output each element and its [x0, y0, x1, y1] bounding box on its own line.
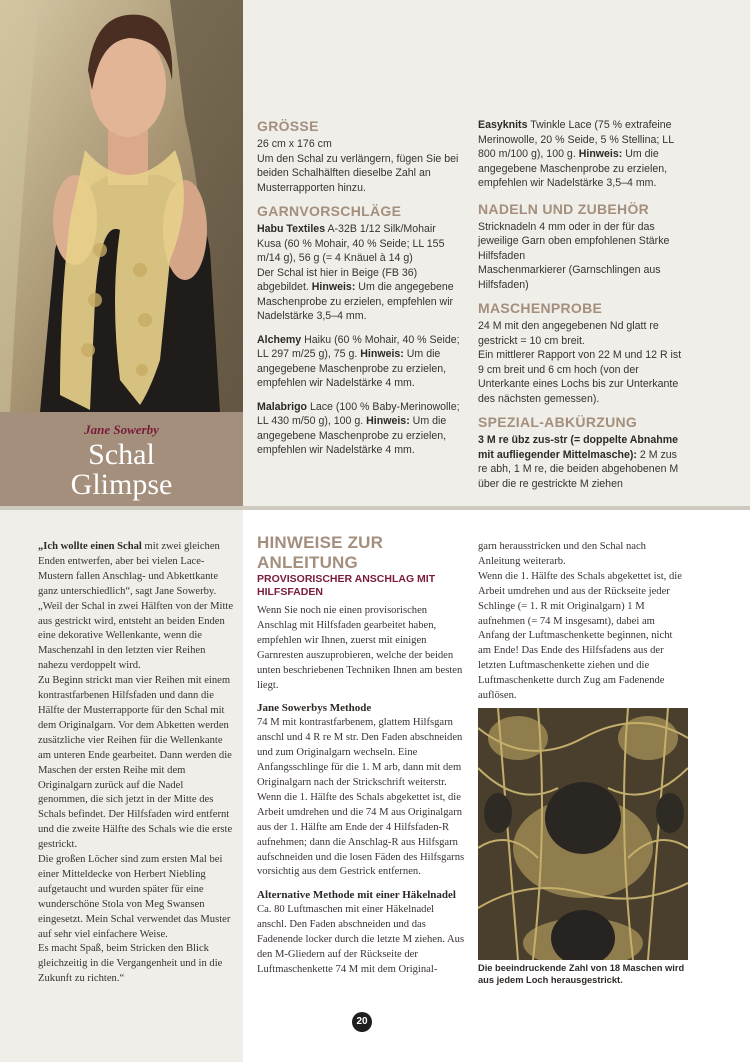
quote-p4: Die großen Löcher sind zum ersten Mal bei einer Mitteldecke von Herbert Niebling aufgetaucht und wurden später für eine wunderschöne Stola von Meg Swansen eingesetzt. Mein Schal verwendet das Muster auf sehr viel einfachere Weise.: [38, 854, 231, 940]
continued-column: [478, 540, 688, 704]
yarn-item-1: Habu Textiles A-32B 1/12 Silk/Mohair Kusa (60 % Mohair, 40 % Seide; LL 155 m/14 g), 56 g (= 4 Knäuel à 14 g): [257, 223, 445, 264]
quote-p1: „Ich wollte einen Schal mit zwei gleichen Enden entwerfen, aber bei vielen Lace-Mustern fallen Anschlag- und Abkettkante ganz unterschiedlich“, sagt Jane Sowerby.: [38, 541, 220, 597]
method-2-title: Alternative Methode mit einer Häkelnadel: [257, 889, 456, 902]
yarn-item-4: Easyknits Twinkle Lace (75 % extrafeine Merinowolle, 20 % Seide, 5 % Stellina; LL 800 m/100 g), 100 g. Hinweis: Um die angegebene Maschenprobe zu erzielen, empfehlen wir Nadelstärke 3,5–4 mm.: [478, 119, 674, 189]
spezial-heading: SPEZIAL-ABKÜRZUNG: [478, 414, 638, 430]
nadeln-section: [478, 201, 686, 293]
quote-p3: Zu Beginn strickt man vier Reihen mit einem kontrastfarbenen Hilfsfaden und dann die Hälfte der Musterrapporte für den Schal mit dem Originalgarn. Vor dem Abketten werden zusätzliche vier Reihen für die Wellenkante am unteren Ende gearbeitet. Dann werden die Maschen der ersten Reihe mit dem Originalgarn zurück auf die Nadel genommen, die sich jetzt in der Mitte des Schals befindet. Der Hilfsfaden wird entfernt und die zweite Hälfte des Schals wie die erste gestrickt.: [38, 675, 233, 851]
nadeln-line-2: Hilfsfaden: [478, 249, 526, 262]
spezial-text: 3 M re übz zus-str (= doppelte Abnahme mit aufliegender Mittelmasche): 2 M zus re abh, 1 M re, die beiden abgehobenen M über die re gestrickte M ziehen: [478, 434, 679, 490]
nadeln-line-3: Maschenmarkierer (Garnschlingen aus Hilfsfaden): [478, 264, 661, 291]
groesse-section: [257, 118, 462, 195]
model-photo: [0, 0, 243, 412]
spezial-section: [478, 414, 686, 491]
continued-p1: garn herausstricken und den Schal nach Anleitung weiterarb.: [478, 541, 646, 567]
specs-column-left: [257, 118, 462, 458]
specs-column-right: [478, 118, 686, 491]
maschenprobe-line-1: 24 M mit den angegebenen Nd glatt re gestrickt = 10 cm breit.: [478, 320, 659, 347]
yarn-item-2: Alchemy Haiku (60 % Mohair, 40 % Seide; LL 297 m/25 g), 75 g. Hinweis: Um die angegebene Maschenprobe zu erzielen, empfehlen wir Nadelstärke 4 mm.: [257, 333, 460, 389]
page-number: 20: [352, 1012, 372, 1032]
continued-p2: Wenn die 1. Hälfte des Schals abgekettet ist, die Arbeit umdrehen und aus der Rückseite jeder Schlinge (= 1. R mit Originalgarn) 1 M aufnehmen (= 74 M insgesamt), dabei am Anfang der Luftmaschenkette beginnen, nicht am Ende! Das Ende des Hilfsfadens aus der letzten Luftmaschenkette ziehen und die Luftmaschenkette durch Zug am Fadenende auflösen.: [478, 570, 682, 702]
groesse-size: 26 cm x 176 cm: [257, 138, 332, 150]
nadeln-heading: NADELN UND ZUBEHÖR: [478, 200, 650, 217]
lace-closeup-photo: [478, 708, 688, 960]
title-line-1: Schal: [88, 438, 155, 471]
method-1-p1: 74 M mit kontrastfarbenem, glattem Hilfsgarn anschl und 4 R re M str. Den Faden abschneiden und zum Originalgarn wechseln. Eine Anfangsschlinge für die 1. M arb, dann mit dem Originalgarn nach der Strickschrift weiterstr.: [257, 717, 463, 788]
instructions-heading: HINWEISE ZUR ANLEITUNG: [257, 533, 384, 572]
method-1-p2: Wenn die 1. Hälfte des Schals abgekettet ist, die Arbeit umdrehen und die 74 M aus Originalgarn aus der 1. Hälfte am Ende der 4 Hilfsfaden-R aufnehmen; dann die Anschlag-R aus Hilfsgarn aufschneiden und die losen Fäden des Hilfsgarns vorsichtig aus dem Gestrick entfernen.: [257, 791, 465, 878]
photo-caption: Die beeindruckende Zahl von 18 Maschen wird aus jedem Loch herausgestrickt.: [478, 963, 685, 985]
quote-p2: „Weil der Schal in zwei Hälften von der Mitte aus gestrickt wird, entsteht an beiden Enden eine dekorative Wellenkante, wenn die Maschenzahl in den letzten vier Reihen nahezu verdoppelt wird.: [38, 600, 234, 672]
maschenprobe-section: [478, 300, 686, 406]
title-box: [0, 412, 243, 506]
instructions-subheading: PROVISORISCHER ANSCHLAG MIT HILFSFADEN: [257, 573, 436, 598]
maschenprobe-line-2: Ein mittlerer Rapport von 22 M und 12 R ist 9 cm breit und 6 cm hoch (von der Unterkante eines Lochs bis zur Unterkante des nächsten gemessen).: [478, 349, 682, 405]
author-name: Jane Sowerby: [84, 422, 159, 437]
section-divider: [0, 506, 750, 510]
nadeln-line-1: Stricknadeln 4 mm oder in der für das jeweilige Garn oben empfohlenen Stärke: [478, 220, 670, 247]
yarn-item-3: Malabrigo Lace (100 % Baby-Merinowolle; LL 430 m/50 g), 100 g. Hinweis: Um die angegebene Maschenprobe zu erzielen, empfehlen wir Nadelstärke 4 mm.: [257, 400, 460, 456]
maschenprobe-heading: MASCHENPROBE: [478, 300, 603, 316]
groesse-note: Um den Schal zu verlängern, fügen Sie bei beiden Schalhälften dieselbe Zahl an Musterrapporten hinzu.: [257, 152, 459, 194]
groesse-heading: GRÖSSE: [257, 118, 319, 134]
instructions-column: [257, 533, 465, 978]
garn-heading: GARNVORSCHLÄGE: [257, 203, 402, 219]
garn-section: [257, 203, 462, 458]
quote-column: [38, 540, 234, 987]
instructions-intro: Wenn Sie noch nie einen provisorischen Anschlag mit Hilfsfaden gearbeitet haben, empfehlen wir Ihnen, zuerst mit einigen Garnresten auszuprobieren, welche der beiden unten beschriebenen Techniken Ihnen am besten liegt.: [257, 605, 463, 691]
method-1-title: Jane Sowerbys Methode: [257, 702, 372, 715]
quote-p5: Es macht Spaß, beim Stricken den Blick gleichzeitig in die Vergangenheit und in die Zukunft zu richten.“: [38, 943, 223, 985]
method-2-p1: Ca. 80 Luftmaschen mit einer Häkelnadel anschl. Den Faden abschneiden und das Fadenende locker durch die letzte M ziehen. Aus den M-Gliedern auf der Rückseite der Luftmaschenkette 74 M mit dem Original-: [257, 904, 465, 975]
yarn-item-1-note: Der Schal ist hier in Beige (FB 36) abgebildet. Hinweis: Um die angegebene Maschenprobe zu erzielen, empfehlen wir Nadelstärke 3,5–4 mm.: [257, 266, 454, 322]
title-line-2: Glimpse: [70, 468, 173, 501]
